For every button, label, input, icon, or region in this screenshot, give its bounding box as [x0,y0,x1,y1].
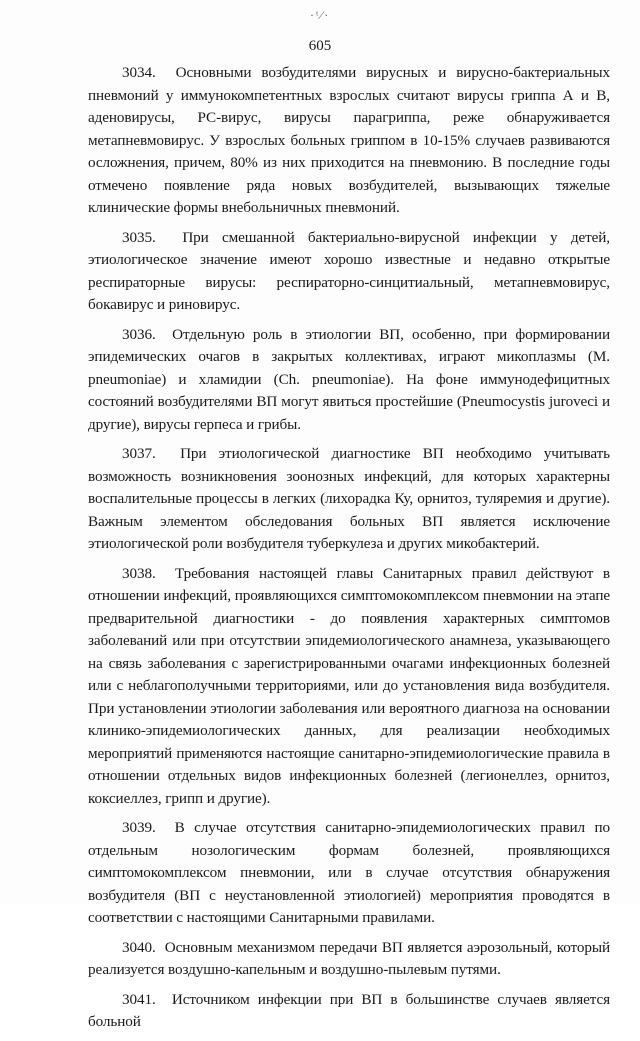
paragraph-number: 3038. [122,564,156,582]
paragraph-text: Источником инфекции при ВП в большинстве случаев является больной [88,990,610,1030]
paragraph-3041 [88,989,610,1034]
paragraph-3036 [88,324,610,437]
paragraph-text: Отдельную роль в этиологии ВП, особенно, при формировании эпидемических очагов в закрытых коллективах, играют микоплазмы (M. pneumoniae) и хламидии (Ch. pneumoniae). На фоне иммунодефицитных состояний возбудителями ВП могут явиться простейшие (Pneumocystis jurovecі и другие), вирусы герпеса и грибы. [88,325,610,433]
paragraph-3038 [88,563,610,811]
page-number: 605 [308,38,332,54]
paragraph-number: 3034. [122,64,156,81]
paragraph-text: В случае отсутствия санитарно-эпидемиологических правил по отдельным нозологическим формам болезней, проявляющихся симптомокомплексом пневмонии, или в случае отсутствия обнаружения возбудителя (ВП с неустановленной этиологией) мероприятия проводятся в соответствии с настоящими Санитарными правилами. [88,819,610,926]
paragraph-text: Основными возбудителями вирусных и вирусно-бактериальных пневмоний у иммунокомпетентных взрослых считают вирусы гриппа А и В, аденовирусы, РС-вирус, вирусы парагриппа, реже обнаруживается метапневмовирус. У взрослых больных гриппом в 10-15% случаев развиваются осложнения, причем, 80% из них приходится на пневмонию. В последние годы отмечено появление ряда новых возбудителей, вызывающих тяжелые клинические формы внебольничных пневмоний. [88,64,610,216]
paragraph-3039 [88,817,610,930]
paragraph-text: При смешанной бактериально-вирусной инфекции у детей, этиологическое значение имеют хорошо известные и недавно открытые респираторные вирусы: респираторно-синцитиальный, метапневмовирус, бокавирус и риновирус. [88,228,610,313]
scan-mark: ·ᵗ⁄· [310,8,331,22]
document-body [88,62,610,1041]
paragraph-number: 3035. [122,228,156,246]
paragraph-number: 3037. [122,445,156,462]
paragraph-number: 3040. [122,938,156,956]
paragraph-3040 [88,937,610,982]
paragraph-text: Требования настоящей главы Санитарных правил действуют в отношении инфекций, проявляющихся симптомокомплексом пневмонии на этапе предварительной диагностики - до появления характерных симптомов заболеваний или при отсутствии эпидемиологического анамнеза, указывающего на связь заболевания с зарегистрированными очагами инфекционных болезней или с неблагополучными территориями, или до установления вида возбудителя. При установлении этиологии заболевания или вероятного диагноза на основании клинико-эпидемиологических данных, для реализации необходимых мероприятий применяются настоящие санитарно-эпидемиологические правила в отношении отдельных видов инфекционных болезней (легионеллез, орнитоз, коксиеллез, грипп и другие). [88,564,610,807]
paragraph-3035 [88,227,610,317]
paragraph-text: При этиологической диагностике ВП необходимо учитывать возможность возникновения зоонозных инфекций, для которых характерны воспалительные процессы в легких (лихорадка Ку, орнитоз, туляремия и другие). Важным элементом обследования больных ВП является исключение этиологической роли возбудителя туберкулеза и других микобактерий. [88,445,610,552]
paragraph-number: 3036. [122,325,156,343]
paragraph-3034 [88,62,610,220]
paragraph-number: 3041. [122,990,156,1008]
paragraph-3037 [88,443,610,556]
paragraph-text: Основным механизмом передачи ВП является аэрозольный, который реализуется воздушно-капельным и воздушно-пылевым путями. [88,938,610,978]
paragraph-number: 3039. [122,819,156,836]
